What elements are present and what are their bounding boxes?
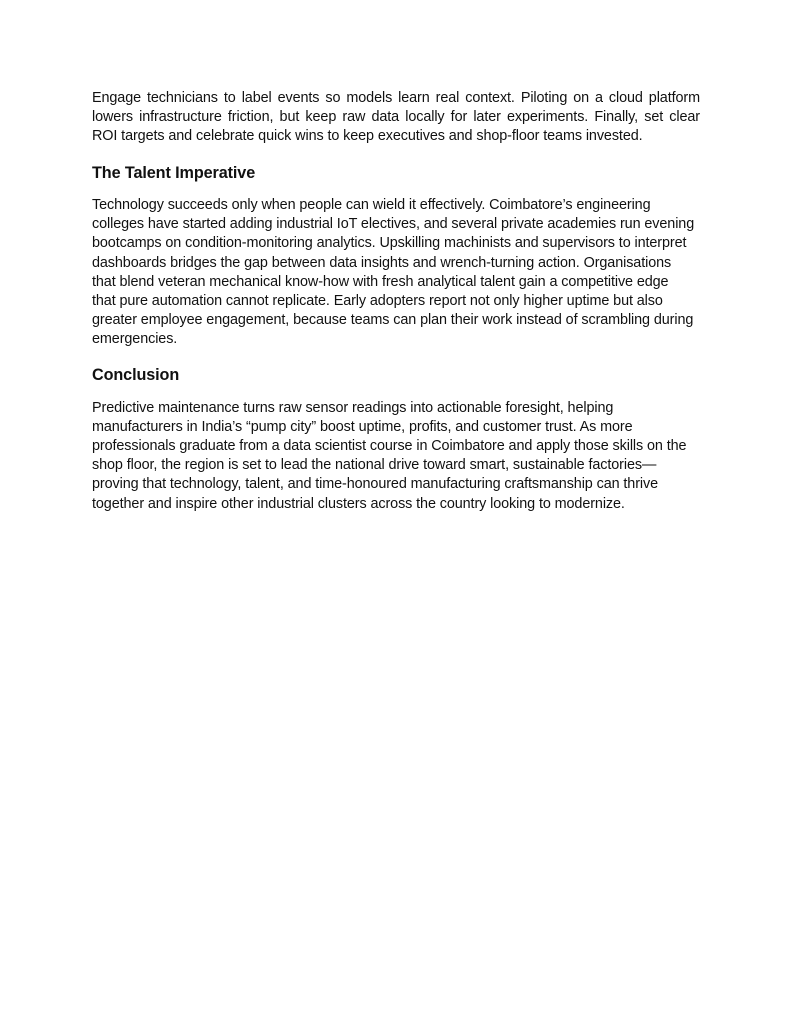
conclusion-line: professionals graduate from a data scientist course in Coimbatore and apply those skills on the <box>92 438 687 455</box>
talent-line: that blend veteran mechanical know-how with fresh analytical talent gain a competitive edge <box>92 273 669 290</box>
talent-line: greater employee engagement, because teams can plan their work instead of scrambling during <box>92 311 694 328</box>
document-body <box>92 89 700 514</box>
conclusion-line: manufacturers in India’s “pump city” boost uptime, profits, and customer trust. As more <box>92 419 633 436</box>
conclusion-line: shop floor, the region is set to lead the national drive toward smart, sustainable factories— <box>92 457 657 474</box>
section-heading-talent: The Talent Imperative <box>92 164 256 183</box>
intro-line: ROI targets and celebrate quick wins to keep executives and shop-floor teams invested. <box>92 128 643 145</box>
conclusion-line: together and inspire other industrial clusters across the country looking to modernize. <box>92 495 625 512</box>
conclusion-paragraph <box>92 399 700 514</box>
talent-paragraph <box>92 196 700 349</box>
intro-line: Engage technicians to label events so models learn real context. Piloting on a cloud platform <box>92 90 700 106</box>
talent-line: bootcamps on condition-monitoring analytics. Upskilling machinists and supervisors to interpret <box>92 235 687 252</box>
talent-line: that pure automation cannot replicate. Early adopters report not only higher uptime but also <box>92 292 663 309</box>
intro-paragraph <box>92 89 700 146</box>
conclusion-line: Predictive maintenance turns raw sensor readings into actionable foresight, helping <box>92 400 614 417</box>
conclusion-line: proving that technology, talent, and time-honoured manufacturing craftsmanship can thrive <box>92 476 658 493</box>
talent-line: emergencies. <box>92 330 178 347</box>
intro-line: lowers infrastructure friction, but keep raw data locally for later experiments. Finally, set clear <box>92 109 700 126</box>
talent-line: Technology succeeds only when people can wield it effectively. Coimbatore’s engineering <box>92 197 651 214</box>
talent-line: colleges have started adding industrial IoT electives, and several private academies run evening <box>92 216 695 233</box>
talent-line: dashboards bridges the gap between data insights and wrench-turning action. Organisations <box>92 254 672 271</box>
section-heading-conclusion: Conclusion <box>92 366 180 385</box>
